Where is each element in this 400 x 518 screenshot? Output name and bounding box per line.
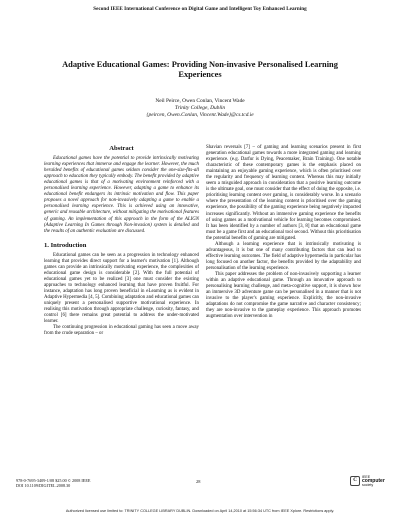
- abstract-text: Educational games have the potential to provide intrinsically motivating learning experiences that immerse and engage the learner. However, the much heralded benefits of educational games seldom consider the one-size-fits-all approach to education they typically embody. The benefit provided by adaptive educational games is that of a motivating environment reinforced with a personalised learning experience. However, adapting a game to enhance its educational benefit endangers its intrinsic motivation and flow. This paper proposes a novel approach for non-invasively adapting a game to enable a personalised learning experience. This is achieved using an innovative, generic and reusable architecture, without mitigating the motivational features of gaming. An implementation of this approach in the form of the ALIGN (Adaptive Learning In Games through Non-invasion) system is detailed and the results of an authentic evaluation are discussed.: [44, 156, 199, 234]
- right-column: [206, 145, 361, 320]
- introduction-heading: 1. Introduction: [44, 241, 87, 249]
- license-notice: Authorized licensed use limited to: TRINITY COLLEGE LIBRARY DUBLIN. Downloaded on April 14,2010 at 15:56:34 UTC from IEEE Xplore. Restrictions apply.: [65, 509, 335, 513]
- intro-paragraph-1: Educational games can be seen as a progression in technology enhanced learning that provides direct support for a learner's motivation [1]. Although games can provide an intrinsically motivating experience, the complexities of educational game design is considerable [2]. With the full potential of educational games yet to be realized [3] one must consider the existing approaches to technology enhanced learning that have proven fruitful. For instance, adaptation has long proven beneficial in eLearning as is evident in Adaptive Hypermedia [4, 5]. Combining adaptation and educational games can uniquely present a personalised supportive motivational experience. In realising this motivation through appropriate challenge, curiosity, fantasy, and control [6] there remains great potential to address the under-motivated learner.: [44, 252, 199, 325]
- logo-small-text: IEEE: [362, 475, 371, 479]
- right-paragraph-3: This paper addresses the problem of non-invasively supporting a learner within an adaptive educational game. Through an innovative approach to personalising learning challenge, and meta-cognitive support, it is shown how an immersive 3D adventure game can be personalised in a manner that is not invasive to the player's gaming experience. Explicitly, the non-invasive adaptations do not compromise the game narrative and character consistency; they are non-invasive to the gameplay experience. This approach promotes augmentation over intervention in: [206, 271, 361, 320]
- logo-sub-text: society: [362, 483, 374, 488]
- logo-text: [362, 475, 392, 488]
- computer-society-logo: [350, 474, 390, 488]
- computer-society-logo-icon: C: [350, 476, 360, 486]
- doi-line: DOI 10.1109/DIGITEL.2008.30: [16, 483, 71, 489]
- footer-copyright: [16, 478, 90, 488]
- left-column: [44, 146, 199, 337]
- right-paragraph-2: Although a learning experience that is intrinsically motivating is advantageous, it is but one of many contributing factors that can lead to effective learning outcomes. The field of adaptive hypermedia in particular has long focused on another factor, the benefits provided by the adaptability and personalisation of the learning experience.: [206, 241, 361, 271]
- author-emails: {peircen, Owen.Conlan, Vincent.Wade}@cs.tcd.ie: [146, 111, 254, 118]
- page-number: 28: [196, 479, 201, 484]
- abstract-heading: Abstract: [109, 145, 134, 152]
- paper-title: Adaptive Educational Games: Providing Non-invasive Personalised Learning Experiences: [62, 60, 338, 80]
- intro-paragraph-2: The continuing progression in educational gaming has seen a move away from the crude separation – or: [44, 325, 199, 337]
- conference-header: Second IEEE International Conference on Digital Game and Intelligent Toy Enhanced Learning: [93, 6, 307, 12]
- isbn-line: 978-0-7695-3409-1/08 $25.00 © 2008 IEEE: [16, 478, 91, 483]
- right-paragraph-1: Shavian reversals [7] – of gaming and learning scenarios present in first generation educational games towards a more integrated gaming and learning experience. (e.g. Darfur is Dying, Peacemaker, Brain Training). One notable characteristic of these contemporary games is the emphasis placed on maintaining an enjoyable gaming experience, which is often prioritised over the regularity and frequency of learning content. Whereas this may initially seem a misguided approach in consideration that a positive learning outcome is the ultimate goal, one must consider that the effect of doing the opposite, i.e. prioritising learning content over gaming, is considerably worse. In a scenario where the presentation of the learning content is prioritised over the gaming experience, the possibility of the gaming experience being negatively impacted increases significantly. Without an immersive gaming experience the benefits of using games as a motivational vehicle for learning becomes compromised. It has been identified by a number of authors [3, 8] that an educational game must be a game first and an educational tool second. Without this prioritisation the potential benefits of gaming are mitigated.: [206, 145, 361, 241]
- author-block: [60, 98, 340, 118]
- logo-main-text: computer: [362, 478, 385, 485]
- author-affiliation: Trinity College, Dublin: [174, 104, 226, 111]
- author-names: Neil Peirce, Owen Conlan, Vincent Wade: [155, 98, 245, 104]
